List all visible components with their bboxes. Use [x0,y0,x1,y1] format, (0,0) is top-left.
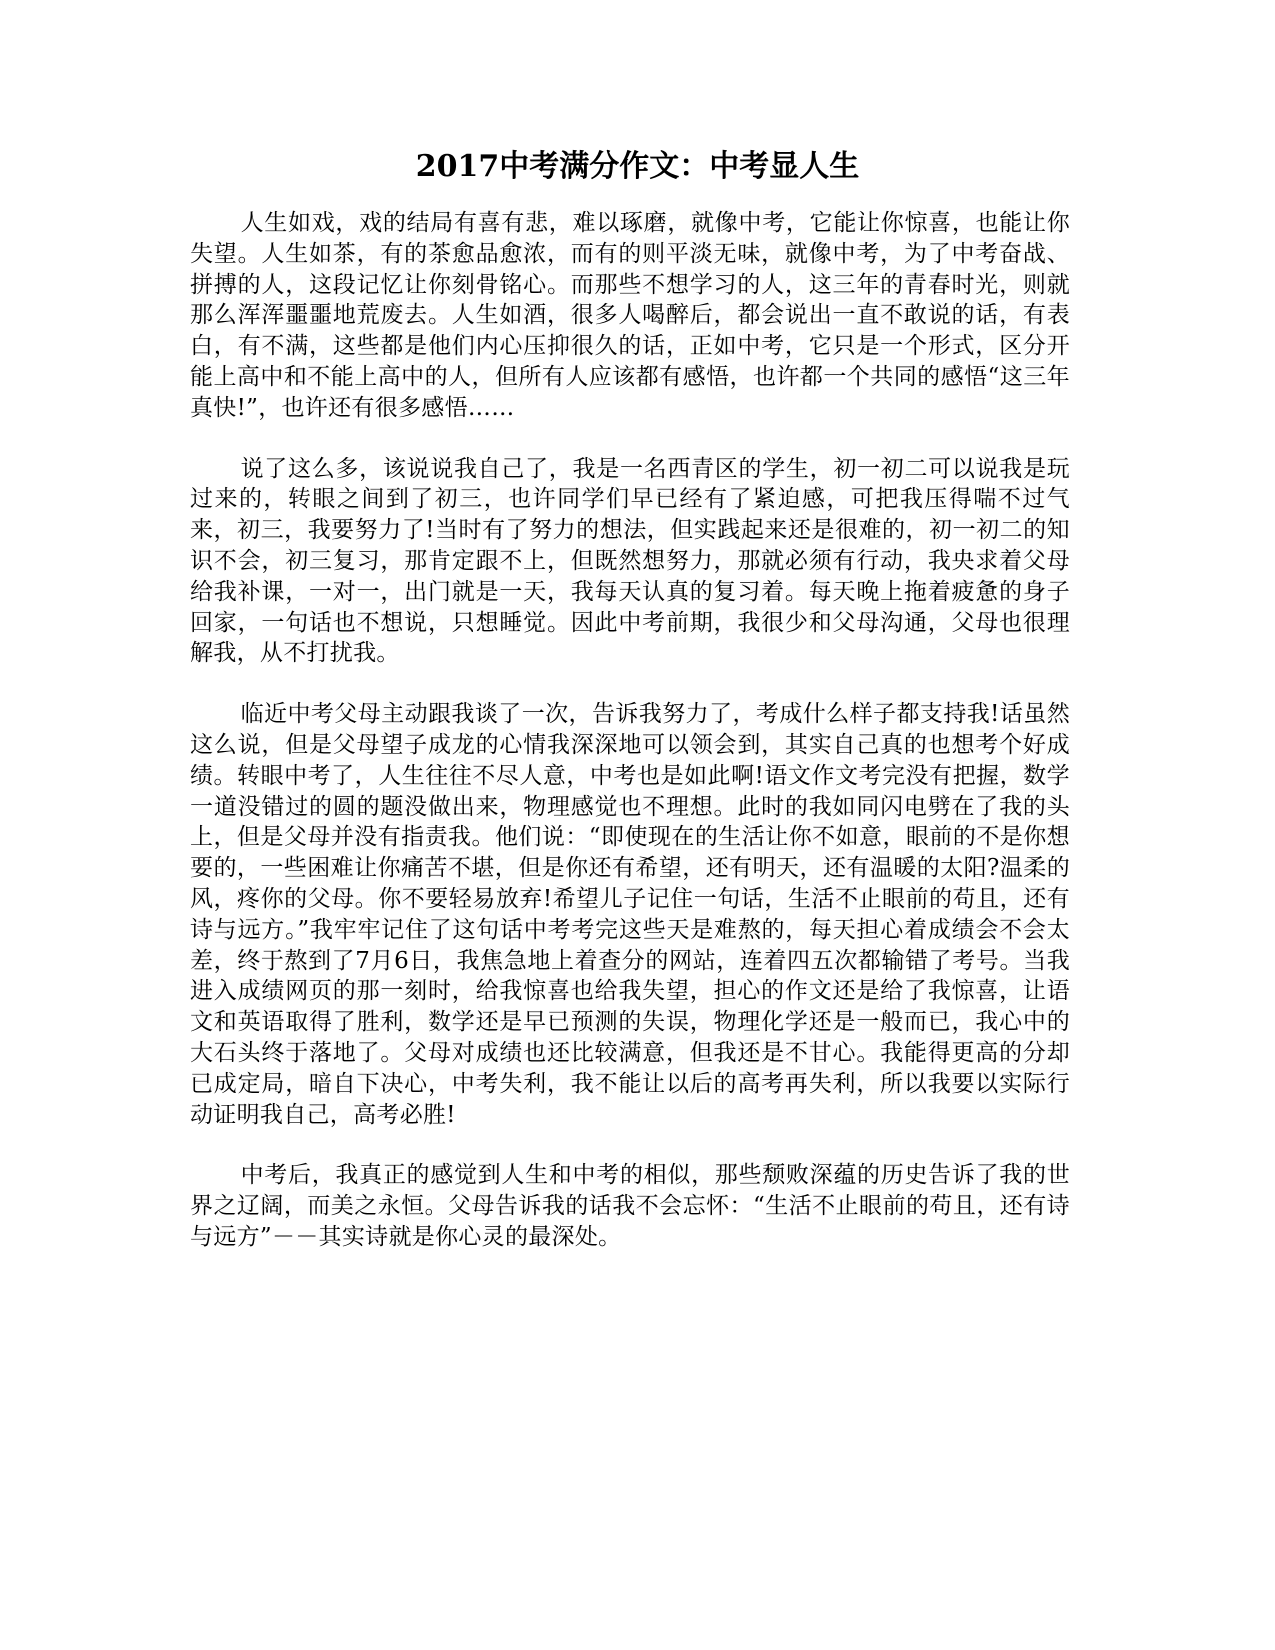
paragraph-3: 临近中考父母主动跟我谈了一次，告诉我努力了，考成什么样子都支持我!话虽然这么说，但是父母望子成龙的心情我深深地可以领会到，其实自己真的也想考个好成绩。转眼中考了，人生往往不尽人意，中考也是如此啊!语文作文考完没有把握，数学一道没错过的圆的题没做出来，物理感觉也不理想。此时的我如同闪电劈在了我的头上，但是父母并没有指责我。他们说：“即使现在的生活让你不如意，眼前的不是你想要的，一些困难让你痛苦不堪，但是你还有希望，还有明天，还有温暖的太阳?温柔的风，疼你的父母。你不要轻易放弃!希望儿子记住一句话，生活不止眼前的苟且，还有诗与远方。”我牢牢记住了这句话中考考完这些天是难熬的，每天担心着成绩会不会太差，终于熬到了7月6日，我焦急地上着查分的网站，连着四五次都输错了考号。当我进入成绩网页的那一刻时，给我惊喜也给我失望，担心的作文还是给了我惊喜，让语文和英语取得了胜利，数学还是早已预测的失误，物理化学还是一般而已，我心中的大石头终于落地了。父母对成绩也还比较满意，但我还是不甘心。我能得更高的分却已成定局，暗自下决心，中考失利，我不能让以后的高考再失利，所以我要以实际行动证明我自己，高考必胜! [190,701,1070,1128]
paragraph-4: 中考后，我真正的感觉到人生和中考的相似，那些颓败深蕴的历史告诉了我的世界之辽阔，而美之永恒。父母告诉我的话我不会忘怀：“生活不止眼前的苟且，还有诗与远方”－－其实诗就是你心灵的最深处。 [190,1162,1070,1250]
paragraph-2: 说了这么多，该说说我自己了，我是一名西青区的学生，初一初二可以说我是玩过来的，转眼之间到了初三，也许同学们早已经有了紧迫感，可把我压得喘不过气来，初三，我要努力了!当时有了努力的想法，但实践起来还是很难的，初一初二的知识不会，初三复习，那肯定跟不上，但既然想努力，那就必须有行动，我央求着父母给我补课，一对一，出门就是一天，我每天认真的复习着。每天晚上拖着疲惫的身子回家，一句话也不想说，只想睡觉。因此中考前期，我很少和父母沟通，父母也很理解我，从不打扰我。 [190,455,1070,667]
document-title: 2017中考满分作文：中考显人生 [415,149,860,184]
document-body [190,208,1070,1283]
paragraph-1: 人生如戏，戏的结局有喜有悲，难以琢磨，就像中考，它能让你惊喜，也能让你失望。人生如茶，有的茶愈品愈浓，而有的则平淡无味，就像中考，为了中考奋战、拼搏的人，这段记忆让你刻骨铭心。而那些不想学习的人，这三年的青春时光，则就那么浑浑噩噩地荒废去。人生如酒，很多人喝醉后，都会说出一直不敢说的话，有表白，有不满，这些都是他们内心压抑很久的话，正如中考，它只是一个形式，区分开能上高中和不能上高中的人，但所有人应该都有感悟，也许都一个共同的感悟“这三年真快!”，也许还有很多感悟…… [190,210,1070,421]
